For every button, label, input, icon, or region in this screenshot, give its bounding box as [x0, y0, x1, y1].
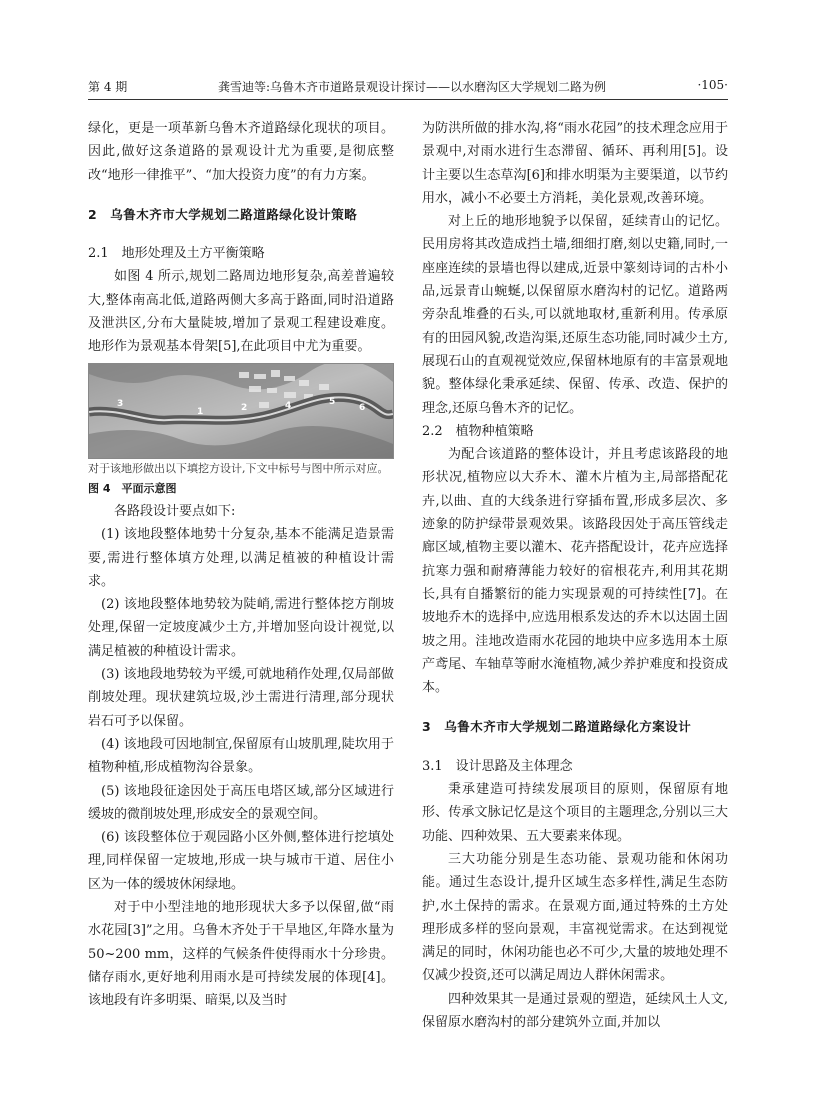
running-title: 龚雪迪等:乌鲁木齐市道路景观设计探讨——以水磨沟区大学规划二路为例 [218, 80, 607, 94]
paragraph: 为防洪所做的排水沟,将“雨水花园”的技术理念应用于景观中,对雨水进行生态滞留、循环、再利用[5]。设计主要以生态草沟[6]和排水明渠为主要渠道，以节约用水，减小不必要土方消耗，美化景观,改善环境。 [422, 121, 728, 206]
list-item: (6) 该段整体位于观园路小区外侧,整体进行挖填处理,同样保留一定坡地,形成一块与城市干道、居住小区为一体的缓坡休闲绿地。 [88, 830, 394, 892]
paragraph: 对上丘的地形地貌予以保留，延续青山的记忆。民用房将其改造成挡土墙,细细打磨,刻以史籍,同时,一座座连续的景墙也得以建成,近景中篆刻诗词的古朴小品,远景青山蜿蜒,以保留原水磨沟村的记忆。道路两旁杂乱堆叠的石头,可以就地取材,重新利用。传承原有的田园风貌,改造沟渠,还原生态功能,同时减少土方,展现石山的直观视觉效应,保留林地原有的丰富景观地貌。整体绿化秉承延续、保留、传承、改造、保护的理念,还原乌鲁木齐的记忆。 [422, 214, 728, 416]
figure-caption: 图 4 平面示意图 [88, 481, 177, 495]
paragraph: 为配合该道路的整体设计，并且考虑该路段的地形状况,植物应以大乔木、灌木片植为主,局部搭配花卉,以曲、直的大线条进行穿插布置,形成多层次、多迹象的防护绿带景观效果。该路段因处于高压管线走廊区域,植物主要以灌木、花卉搭配设计，花卉应选择抗寒力强和耐瘠薄能力较好的宿根花卉,利用其花期长,具有自播繁衍的能力实现景观的可持续性[7]。在坡地乔木的选择中,应选用根系发达的乔木以达固土固坡之用。洼地改造雨水花园的地块中应多选用本土原产鸢尾、车轴草等耐水淹植物,减少养护难度和投资成本。 [422, 447, 728, 696]
map-label: 5 [329, 396, 336, 407]
list-item: (4) 该地段可因地制宜,保留原有山坡肌理,陡坎用于植物种植,形成植物沟谷景象。 [88, 736, 394, 776]
site-plan-figure [88, 363, 394, 459]
list-item: (1) 该地段整体地势十分复杂,基本不能满足造景需要,需进行整体填方处理,以满足植被的种植设计需求。 [88, 527, 394, 589]
section-heading: 2 乌鲁木齐市大学规划二路道路绿化设计策略 [88, 206, 358, 222]
paragraph: 如图 4 所示,规划二路周边地形复杂,高差普遍较大,整体南高北低,道路两侧大多高于路面,同时沿道路及泄洪区,分布大量陡坡,增加了景观工程建设难度。地形作为景观基本骨架[5],在此项目中尤为重要。 [88, 269, 394, 355]
spacer [422, 699, 728, 715]
list-item: (2) 该地段整体地势较为陡峭,需进行整体挖方削坡处理,保留一定坡度减少土方,并增加竖向设计视觉,以满足植被的种植设计需求。 [88, 597, 394, 659]
map-label: 3 [117, 398, 124, 409]
map-label: 1 [197, 406, 204, 417]
subsection-heading: 2.1 地形处理及土方平衡策略 [88, 246, 265, 262]
page-number: ·105· [697, 78, 728, 92]
subsection-heading: 2.2 植物种植策略 [422, 423, 534, 439]
section-heading: 3 乌鲁木齐市大学规划二路道路绿化方案设计 [422, 719, 692, 735]
paragraph: 各路段设计要点如下: [114, 503, 236, 519]
paragraph: 绿化，更是一项革新乌鲁木齐道路绿化现状的项目。因此,做好这条道路的景观设计尤为重要,是彻底整改“地形一律推平”、“加大投资力度”的有力方案。 [88, 121, 394, 183]
paragraph: 对于中小型洼地的地形现状大多予以保留,做“雨水花园[3]”之用。乌鲁木齐处于干旱地区,年降水量为 50~200 mm，这样的气候条件使得雨水十分珍贵。储存雨水,更好地利用雨水是可持续发展的体现[4]。该地段有许多明渠、暗渠,以及当时 [88, 900, 394, 1009]
map-label: 4 [285, 400, 292, 411]
map-label: 2 [241, 402, 248, 413]
paragraph: 秉承建造可持续发展项目的原则，保留原有地形、传承文脉记忆是这个项目的主题理念,分别以三大功能、四种效果、五大要素来体现。 [422, 782, 728, 844]
aerial-map-image [89, 364, 393, 458]
spacer [88, 226, 394, 242]
header-rule [88, 99, 728, 100]
left-column [88, 117, 394, 1013]
map-label: 6 [359, 402, 366, 413]
right-column [422, 117, 728, 1034]
paragraph: 三大功能分别是生态功能、景观功能和休闲功能。通过生态设计,提升区域生态多样性,满足生态防护,水土保持的需求。在景观方面,通过特殊的土方处理形成多样的竖向景观，丰富视觉需求。在达到视觉满足的同时，休闲功能也必不可少,大量的坡地处理不仅减少投资,还可以满足周边人群休闲需求。 [422, 851, 728, 984]
running-header [88, 78, 728, 98]
spacer [422, 739, 728, 755]
paragraph: 四种效果其一是通过景观的塑造，延续风土人文,保留原水磨沟村的部分建筑外立面,并加以 [422, 991, 728, 1030]
spacer [88, 187, 394, 203]
list-item: (5) 该地段征途因处于高压电塔区域,部分区域进行缓坡的微削坡处理,形成安全的景观空间。 [88, 783, 394, 822]
list-item: (3) 该地段地势较为平缓,可就地稍作处理,仅局部做削坡处理。现状建筑垃圾,沙土需进行清理,部分现状岩石可予以保留。 [88, 667, 394, 729]
subsection-heading: 3.1 设计思路及主体理念 [422, 758, 573, 774]
issue-number: 第 4 期 [88, 80, 128, 94]
figure-note: 对于该地形做出以下填挖方设计,下文中标号与图中所示对应。 [88, 461, 389, 475]
